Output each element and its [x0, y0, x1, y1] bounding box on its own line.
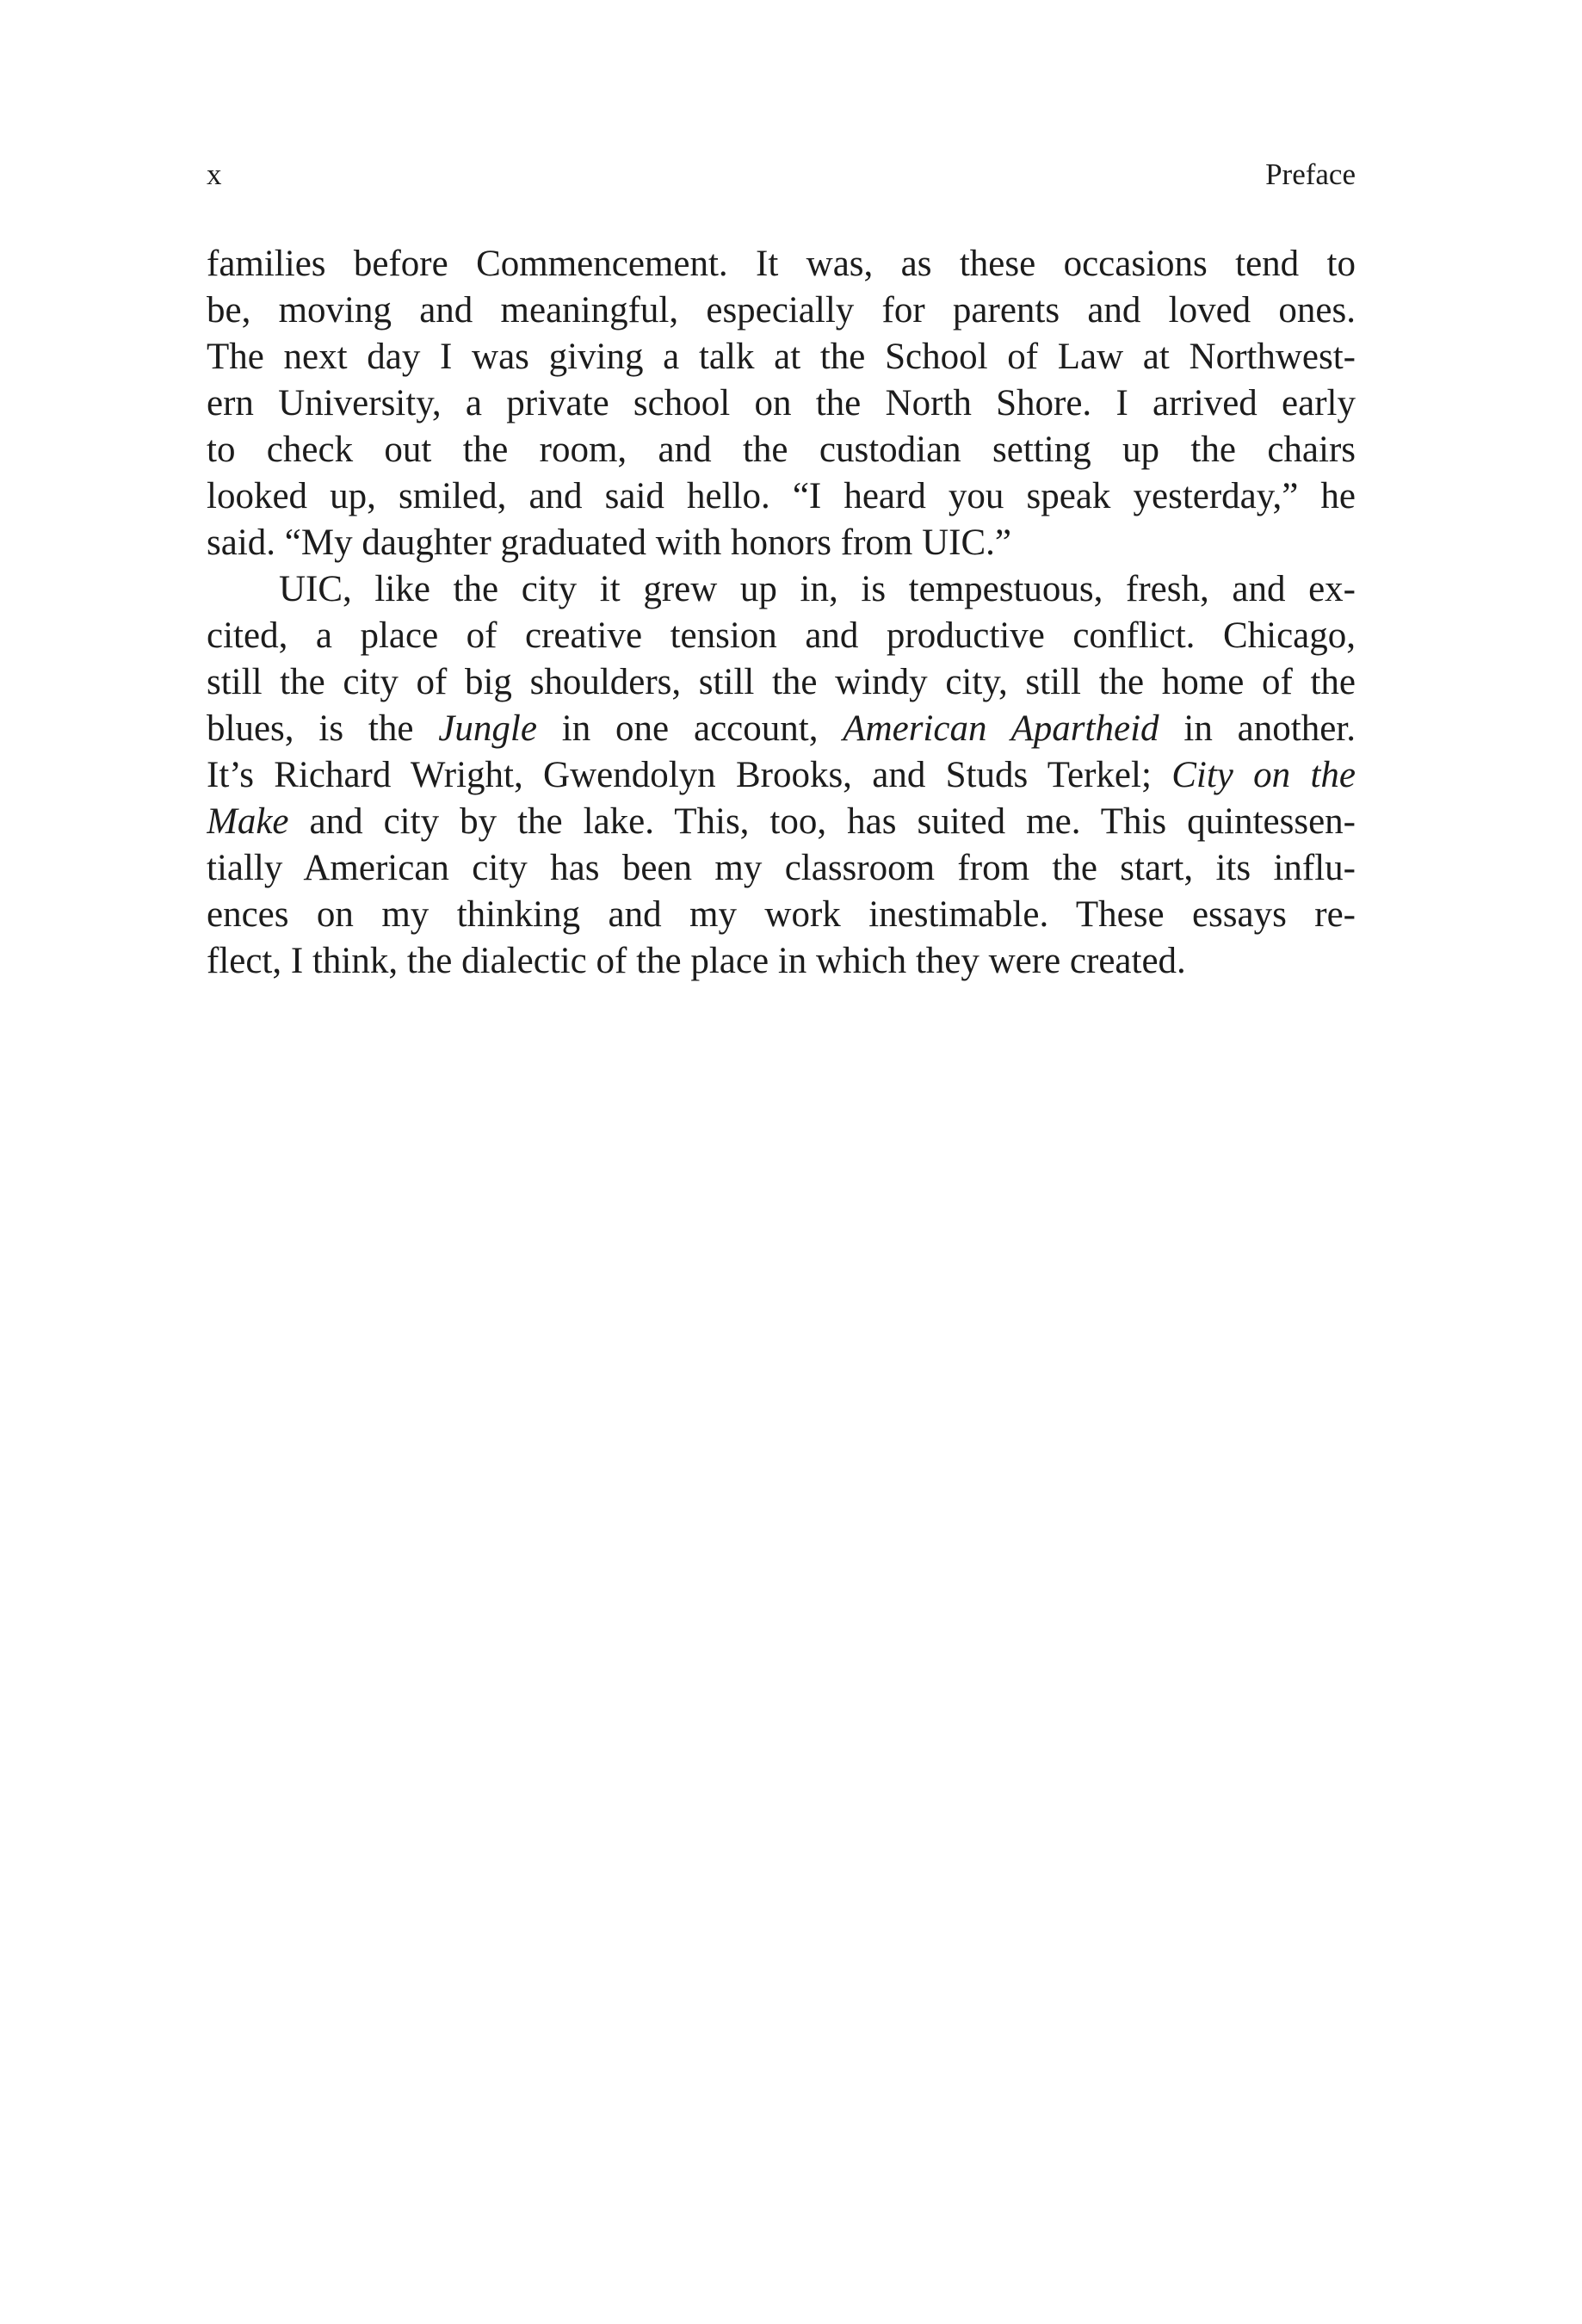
- text-run: and city by the lake. This, too, has suited me. This quintessen-: [288, 801, 1356, 842]
- text-run: It’s Richard Wright, Gwendolyn Brooks, and Studs Terkel;: [207, 755, 1172, 795]
- text-line: [207, 799, 1356, 845]
- text-line: cited, a place of creative tension and productive conflict. Chicago,: [207, 615, 1356, 656]
- section-title: Preface: [1265, 158, 1356, 191]
- running-head: [207, 153, 1356, 196]
- body-text: [207, 241, 1356, 985]
- text-line: ern University, a private school on the North Shore. I arrived early: [207, 383, 1356, 423]
- book-title-city-on-the-make-cont: Make: [207, 801, 289, 842]
- page-number: x: [207, 158, 222, 191]
- text-line: still the city of big shoulders, still the windy city, still the home of the: [207, 662, 1356, 702]
- paragraph-1: [207, 241, 1356, 566]
- text-run: in one account,: [536, 708, 844, 749]
- text-line: to check out the room, and the custodian setting up the chairs: [207, 430, 1356, 470]
- text-line: tially American city has been my classroom from the start, its influ-: [207, 848, 1356, 888]
- text-line: flect, I think, the dialectic of the place in which they were created.: [207, 941, 1186, 981]
- text-run: blues, is the: [207, 708, 439, 749]
- text-line: ences on my thinking and my work inestimable. These essays re-: [207, 894, 1356, 935]
- book-title-jungle: Jungle: [438, 708, 537, 749]
- paragraph-2: [207, 566, 1356, 985]
- text-line: [207, 752, 1356, 799]
- text-line: be, moving and meaningful, especially for parents and loved ones.: [207, 290, 1356, 331]
- book-title-city-on-the-make: City on the: [1171, 755, 1356, 795]
- text-line: [207, 706, 1356, 752]
- book-title-american-apartheid: American Apartheid: [843, 708, 1159, 749]
- text-line: UIC, like the city it grew up in, is tempestuous, fresh, and ex-: [279, 569, 1356, 609]
- text-line: families before Commencement. It was, as these occasions tend to: [207, 244, 1356, 284]
- text-line: looked up, smiled, and said hello. “I heard you speak yesterday,” he: [207, 476, 1356, 516]
- text-line: The next day I was giving a talk at the School of Law at Northwest-: [207, 337, 1356, 377]
- text-line: said. “My daughter graduated with honors from UIC.”: [207, 522, 1012, 563]
- text-run: in another.: [1159, 708, 1356, 749]
